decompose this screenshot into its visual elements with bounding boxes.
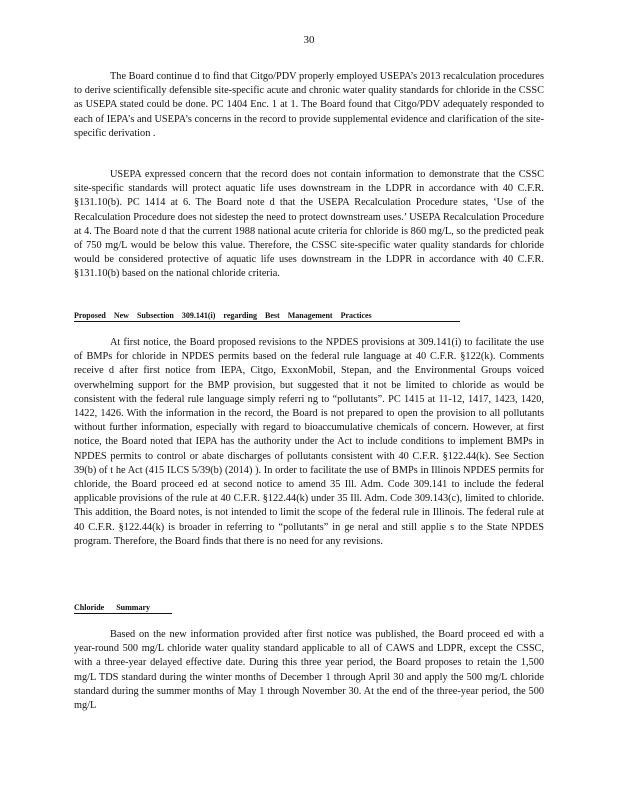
heading-chloride-summary: Chloride Summary bbox=[74, 603, 172, 614]
paragraph-citgo-recalculation: The Board continue d to find that Citgo/PDV properly employed USEPA’s 2013 recalculation procedures to derive scientifically defensible site-specific acute and chronic water quality standards for chloride in the CSSC as USEPA stated could be done. PC 1404 Enc. 1 at 1. The Board found that Citgo/PDV adequately responded to each of IEPA’s and USEPA’s concerns in the record to provide supplemental evidence and clarification of the site-specific derivation . bbox=[74, 71, 544, 139]
paragraph-usepa-downstream: USEPA expressed concern that the record does not contain information to demonstrate that the CSSC site-specific standards will protect aquatic life uses downstream in the LDPR in accordance with 40 C.F.R. §131.10(b). PC 1414 at 6. The Board note d that the USEPA Recalculation Procedure states, ‘Use of the Recalculation Procedure does not sidestep the need to protect downstream uses.’ USEPA Recalculation Procedure at 4. The Board note d that the current 1988 national acute criteria for chloride is 860 mg/L, so the predicted peak of 750 mg/L would be below this value. Therefore, the CSSC site-specific water quality standards for chloride would be considered protective of aquatic life uses downstream in the LDPR in accordance with 40 C.F.R. §131.10(b) based on the national chloride criteria. bbox=[74, 169, 544, 280]
paragraph-bmp-provision: At first notice, the Board proposed revisions to the NPDES provisions at 309.141(i) to facilitate the use of BMPs for chloride in NPDES permits based on the federal rule language at 40 C.F.R. §122(k). Comments receive d after first notice from IEPA, Citgo, ExxonMobil, Stepan, and the Environmental Groups voiced overwhelming support for the BMP provision, but suggested that it not be limited to chloride as would be consistent with the federal rule language simply referri ng to “pollutants”. PC 1415 at 11-12, 1417, 1423, 1420, 1422, 1426. With the information in the record, the Board is not prepared to open the provision to all pollutants without further information, especially with regard to bioaccumulative chemicals of concern. However, at first notice, the Board noted that IEPA has the authority under the Act to include conditions to implement BMPs in NPDES permits to control or abate discharges of pollutants consistent with 40 C.F.R. §122.44(k). See Section 39(b) of t he Act (415 ILCS 5/39(b) (2014) ). In order to facilitate the use of BMPs in Illinois NPDES permits for chloride, the Board proceed ed at second notice to amend 35 Ill. Adm. Code 309.141 to include the federal applicable provisions of the rule at 40 C.F.R. §122.44(k) under 35 Ill. Adm. Code 309.143(c), limited to chloride. This addition, the Board notes, is not intended to limit the scope of the federal rule in Illinois. The federal rule at 40 C.F.R. §122.44(k) is broader in referring to “pollutants” in ge neral and still applie s to the State NPDES program. Therefore, the Board finds that there is no need for any revisions. bbox=[74, 337, 544, 547]
heading-bmp-subsection: Proposed New Subsection 309.141(i) regarding Best Management Practices bbox=[74, 311, 460, 322]
paragraph-chloride-summary: Based on the new information provided after first notice was published, the Board proceed ed with a year-round 500 mg/L chloride water quality standard applicable to all of CAWS and LDPR, except the CSSC, with a three-year delayed effective date. During this three year period, the Board proposes to retain the 1,500 mg/L TDS standard during the winter months of December 1 through April 30 and apply the 500 mg/L chloride standard during the summer months of May 1 through November 30. At the end of the three-year period, the 500 mg/L bbox=[74, 629, 544, 712]
page-number: 30 bbox=[303, 34, 315, 46]
